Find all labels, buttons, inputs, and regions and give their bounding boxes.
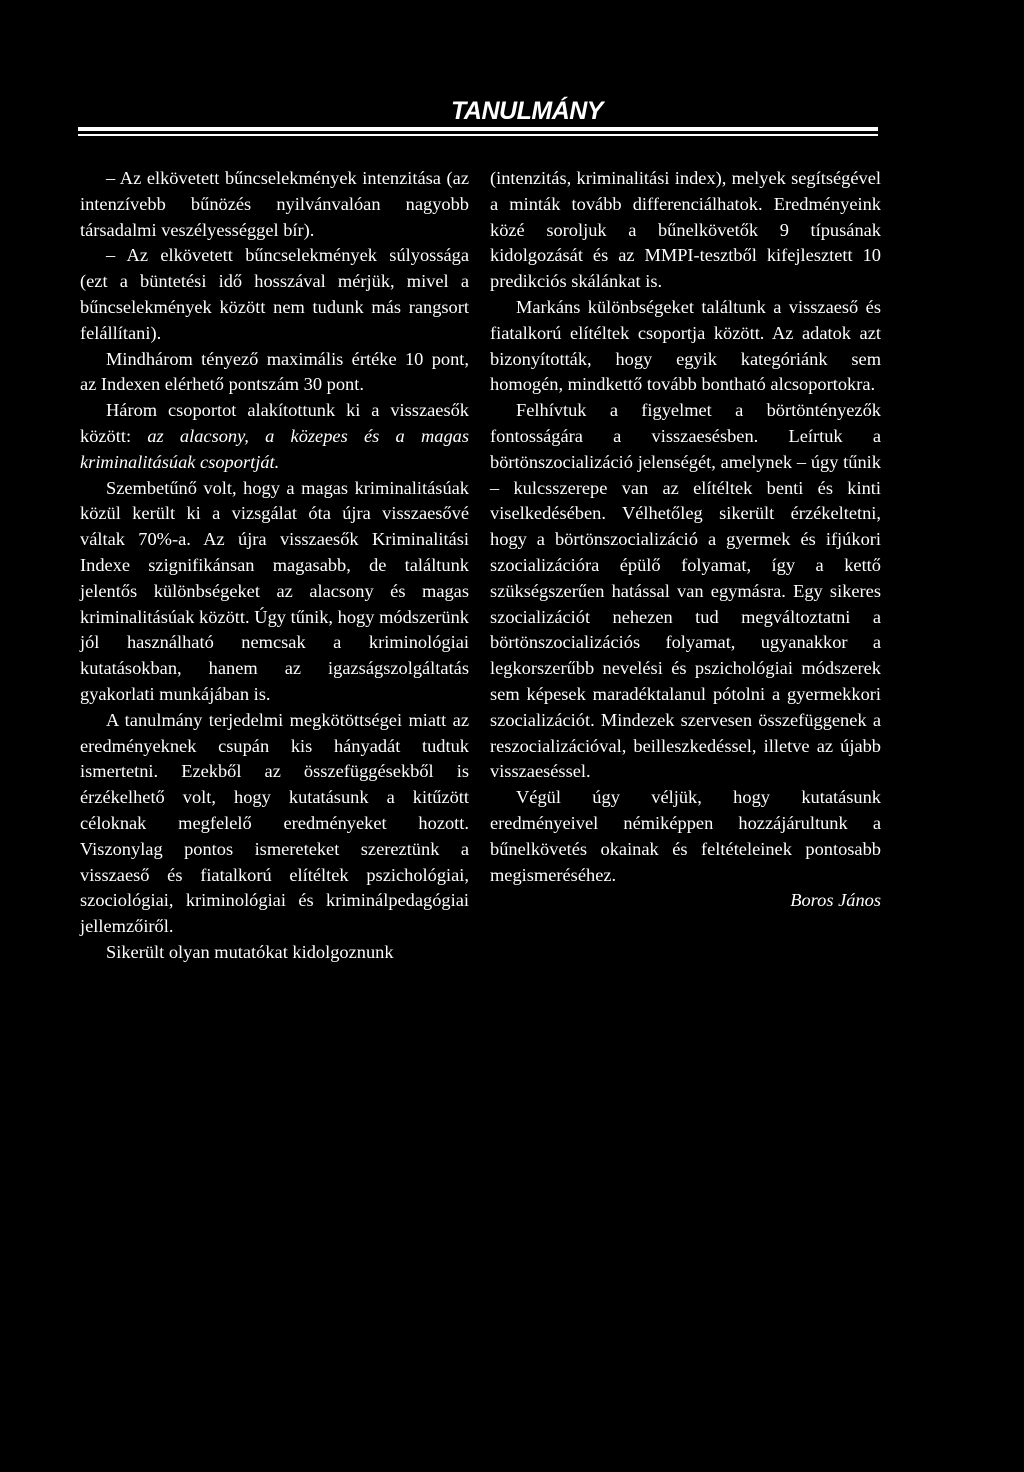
right-paragraph-2: Markáns különbségeket találtunk a visszaeső és fiatalkorú elítéltek csoportja között. Az adatok azt bizonyították, hogy egyik kategóriánk sem homogén, mindkettő tovább bontható alcsoportokra. xyxy=(490,296,881,395)
left-paragraph-4-italic: az alacsony, a közepes és a magas kriminalitásúak csoportját. xyxy=(80,425,469,472)
right-paragraph-1: (intenzitás, kriminalitási index), melyek segítségével a minták tovább differenciálhatok. Eredményeink közé soroljuk a bűnelkövetők 9 típusának kidolgozását és az MMPI-tesztből kifejlesztett 10 predikciós skálánkat is. xyxy=(490,168,881,292)
right-column xyxy=(490,166,881,914)
header-rule-thick xyxy=(78,127,878,131)
left-paragraph-6: A tanulmány terjedelmi megkötöttségei miatt az eredményeknek csupán kis hányadát tudtuk ismertetni. Ezekből az összefüggésekből is érzékelhető volt, hogy kutatásunk a kitűzött céloknak megfelelő eredményeket hozott. Viszonylag pontos ismereteket szereztünk a visszaeső és fiatalkorú elítéltek pszichológiai, szociológiai, kriminológiai és kriminálpedagógiai jellemzőiről. xyxy=(80,709,469,937)
author-signature: Boros János xyxy=(790,890,881,911)
left-paragraph-4-text: Három csoportot alakítottunk ki a visszaesők között: xyxy=(80,400,469,446)
right-paragraph-3: Felhívtuk a figyelmet a börtöntényezők fontosságára a visszaesésben. Leírtuk a börtönszocializáció jelenségét, amelynek – úgy tűnik – kulcsszerepe van az elítéltek benti és kinti viselkedésében. Vélhetőleg sikerült érzékeltetni, hogy a börtönszocializáció a gyermek és ifjúkori szocializációra épülő folyamat, így a kettő szükségszerűen hatással van egymásra. Egy sikeres szocializációt nehezen tud megváltoztatni a börtönszocializációs folyamat, ugyanakkor a legkorszerűbb nevelési és pszichológiai módszerek sem képesek maradéktalanul pótolni a gyermekkori szocializációt. Mindezek szervesen összefüggenek a reszocializációval, beilleszkedéssel, illetve az újabb visszaeséssel. xyxy=(490,400,881,782)
page-header-title: TANULMÁNY xyxy=(451,97,603,125)
left-paragraph-2: – Az elkövetett bűncselekmények súlyossága (ezt a büntetési idő hosszával mérjük, mivel a bűncselekmények között nem tudunk más rangsort felállítani). xyxy=(80,245,469,343)
left-column xyxy=(80,166,469,966)
left-paragraph-4 xyxy=(80,398,469,475)
left-paragraph-3: Mindhárom tényező maximális értéke 10 pont, az Indexen elérhető pontszám 30 pont. xyxy=(80,348,469,395)
header-rule-thin xyxy=(78,134,878,136)
right-paragraph-4: Végül úgy véljük, hogy kutatásunk eredményeivel némiképpen hozzájárultunk a bűnelkövetés okainak és feltételeinek pontosabb megismeréséhez. xyxy=(490,787,881,885)
left-paragraph-5: Szembetűnő volt, hogy a magas kriminalitásúak közül került ki a vizsgálat óta újra visszaesővé váltak 70%-a. Az újra visszaesők Kriminalitási Indexe szignifikánsan magasabb, de találtunk jelentős különbségeket az alacsony és magas kriminalitásúak között. Úgy tűnik, hogy módszerünk jól használható nemcsak a kriminológiai kutatásokban, hanem az igazságszolgáltatás gyakorlati munkájában is. xyxy=(80,477,469,704)
left-paragraph-1: – Az elkövetett bűncselekmények intenzitása (az intenzívebb bűnözés nyilvánvalóan nagyobb társadalmi veszélyességgel bír). xyxy=(80,168,469,240)
left-paragraph-7: Sikerült olyan mutatókat kidolgoznunk xyxy=(106,941,394,962)
